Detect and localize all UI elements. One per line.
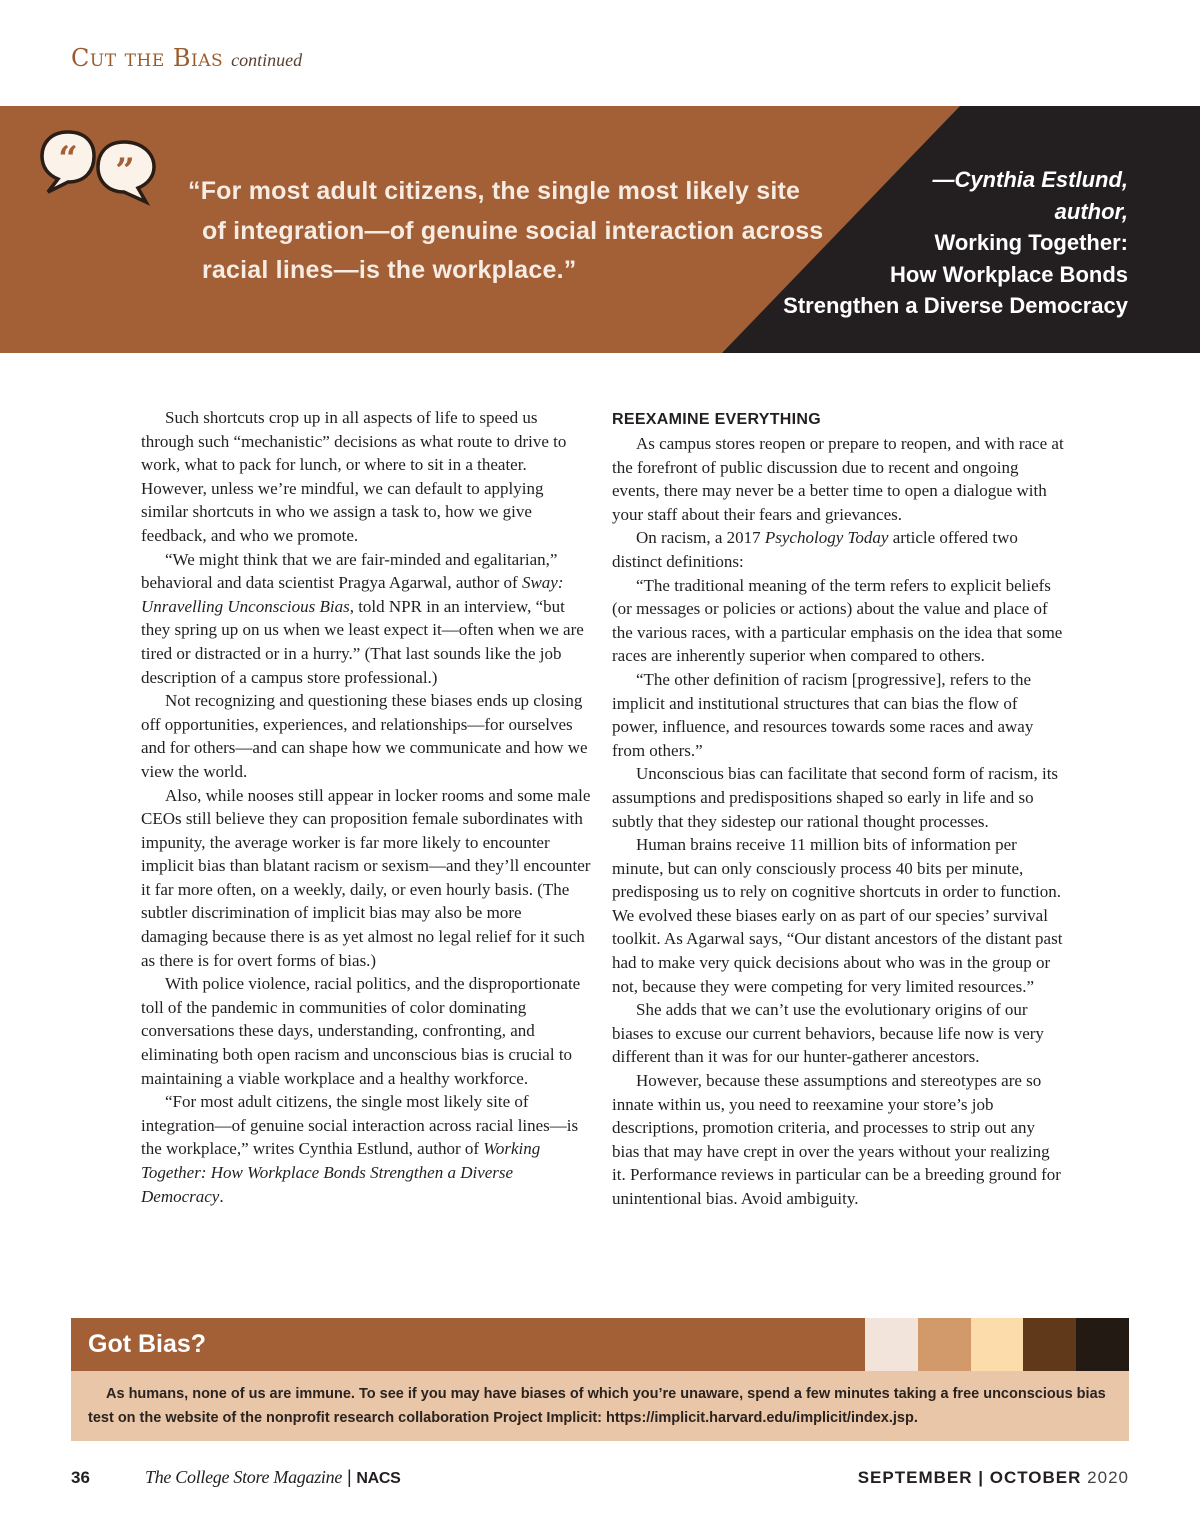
book-title-line-1: Working Together: [934, 230, 1128, 255]
sidebar-body [71, 1371, 1129, 1441]
left-paragraph-3: Not recognizing and questioning these biases ends up closing off opportunities, experiences, and relationships—for ourselves and for others—and can shape how we communicate and how we view the world. [141, 691, 588, 781]
color-swatch [918, 1318, 971, 1371]
left-paragraph-6: “For most adult citizens, the single most likely site of integration—of genuine social interaction across racial lines—is the workplace,” writes Cynthia Estlund, author of Working Together: How Workplace Bonds Strengthen a Diverse Democracy. [141, 1092, 579, 1206]
right-paragraph-5: Unconscious bias can facilitate that second form of racism, its assumptions and predispositions shaped so early in life and so subtly that they sidestep our rational thought processes. [612, 764, 1059, 831]
color-swatch [971, 1318, 1024, 1371]
issue-month-1: SEPTEMBER [857, 1468, 973, 1487]
right-paragraph-6: Human brains receive 11 million bits of information per minute, but can only consciously process 40 bits per minute, predisposing us to rely on cognitive shortcuts in order to function. We evolved these biases early on as part of our species’ survival toolkit. As Agarwal says, “Our distant ancestors of the distant past had to make very quick decisions about who was in the group or not, because they were competing for very limited resources.” [612, 835, 1063, 996]
issue-year: 2020 [1087, 1468, 1129, 1487]
right-paragraph-2: On racism, a 2017 Psychology Today article offered two distinct definitions: [612, 528, 1018, 571]
section-title: Cut the Bias [71, 44, 224, 72]
left-paragraph-4: Also, while nooses still appear in locker rooms and some male CEOs still believe they can proposition female subordinates with impunity, the average worker is far more likely to encounter implicit bias than blatant racism or sexism—and they’ll encounter it far more often, on a weekly, daily, or even hourly basis. (The subtler discrimination of implicit bias may also be more damaging because there is as yet almost no legal relief for it such as there is for overt forms of bias.) [141, 785, 591, 970]
right-paragraph-7: She adds that we can’t use the evolutionary origins of our biases to excuse our current behaviors, because life now is very different than it was for our hunter-gatherer ancestors. [612, 1000, 1044, 1067]
left-paragraph-1: Such shortcuts crop up in all aspects of life to speed us through such “mechanistic” decisions as what route to drive to work, what to pack for lunch, or where to sit in a theater. However, unless we’re mindful, we can default to applying similar shortcuts in who we assign a task to, how we give feedback, and who we promote. [141, 408, 567, 545]
page-number: 36 [71, 1468, 90, 1487]
magazine-name: The College Store Magazine [145, 1467, 343, 1487]
book-title-line-3: Strengthen a Diverse Democracy [783, 293, 1128, 318]
speech-bubbles-icon [38, 126, 162, 208]
left-paragraph-2: “We might think that we are fair-minded and egalitarian,” behavioral and data scientist Pragya Agarwal, author of Sway: Unravelling Unconscious Bias, told NPR in an interview, “but they spring up on us when we least expect it—often when we are tired or distracted or in a hurry.” (That last sounds like the job description of a campus store professional.) [141, 549, 584, 687]
left-column [141, 406, 591, 1208]
svg-text:”: ” [115, 151, 135, 191]
right-paragraph-4: “The other definition of racism [progressive], refers to the implicit and institutional structures that can bias the flow of power, influence, and resources towards some races and away from others.” [612, 669, 1034, 760]
attribution-name: —Cynthia Estlund, [932, 167, 1128, 192]
issue-date [858, 1468, 1129, 1488]
attribution-role: author, [1054, 198, 1128, 224]
svg-text:“: “ [58, 139, 78, 179]
sidebar-text: As humans, none of us are immune. To see if you may have biases of which you’re unaware, spend a few minutes taking a free unconscious bias test on the website of the nonprofit research collaboration Project Implicit: https://implicit.harvard.edu/implicit/index.jsp. [88, 1386, 1106, 1426]
pull-quote-banner [0, 106, 1200, 353]
sidebar-title: Got Bias? [88, 1330, 207, 1358]
continued-label: continued [231, 50, 303, 70]
right-paragraph-1: As campus stores reopen or prepare to reopen, and with race at the forefront of public discussion due to recent and ongoing events, there may never be a better time to open a dialogue with your staff about their fears and grievances. [612, 434, 1064, 524]
book-title-line-2: How Workplace Bonds [890, 261, 1128, 287]
book-title-working-together: Working Together: How Workplace Bonds Strengthen a Diverse Democracy [141, 1139, 541, 1206]
issue-month-2: OCTOBER [989, 1468, 1082, 1487]
sidebar-header [71, 1318, 1129, 1371]
magazine-title-psychology-today: Psychology Today [764, 528, 889, 548]
color-swatch [1076, 1318, 1129, 1371]
subhead-reexamine: REEXAMINE EVERYTHING [612, 411, 821, 428]
magazine-credit [145, 1467, 401, 1488]
page-footer [71, 1466, 1129, 1494]
right-column [612, 406, 1064, 1211]
date-separator: | [978, 1468, 984, 1487]
pull-quote-attribution [708, 164, 1128, 322]
color-swatch [865, 1318, 918, 1371]
book-title-sway: Sway: Unravelling Unconscious Bias [141, 573, 564, 616]
publisher-name: NACS [356, 1470, 401, 1487]
section-header [71, 44, 302, 72]
pull-quote-text: “For most adult citizens, the single most likely site of integration—of genuine social interaction across racial lines—is the workplace.” [188, 177, 824, 284]
left-paragraph-5: With police violence, racial politics, and the disproportionate toll of the pandemic in communities of color dominating conversations these days, understanding, confronting, and eliminating both open racism and unconscious bias is crucial to maintaining a viable workplace and a healthy workforce. [141, 974, 581, 1088]
separator: | [347, 1467, 352, 1487]
right-paragraph-3: “The traditional meaning of the term refers to explicit beliefs (or messages or policies or actions) about the value and place of the various races, with a particular emphasis on the idea that some races are inherently superior when compared to others. [612, 575, 1063, 666]
right-paragraph-8: However, because these assumptions and stereotypes are so innate within us, you need to reexamine your store’s job descriptions, promotion criteria, and processes to strip out any bias that may have crept in over the years without your realizing it. Performance reviews in particular can be a breeding ground for unintentional bias. Avoid ambiguity. [612, 1071, 1061, 1208]
color-swatch [1023, 1318, 1076, 1371]
